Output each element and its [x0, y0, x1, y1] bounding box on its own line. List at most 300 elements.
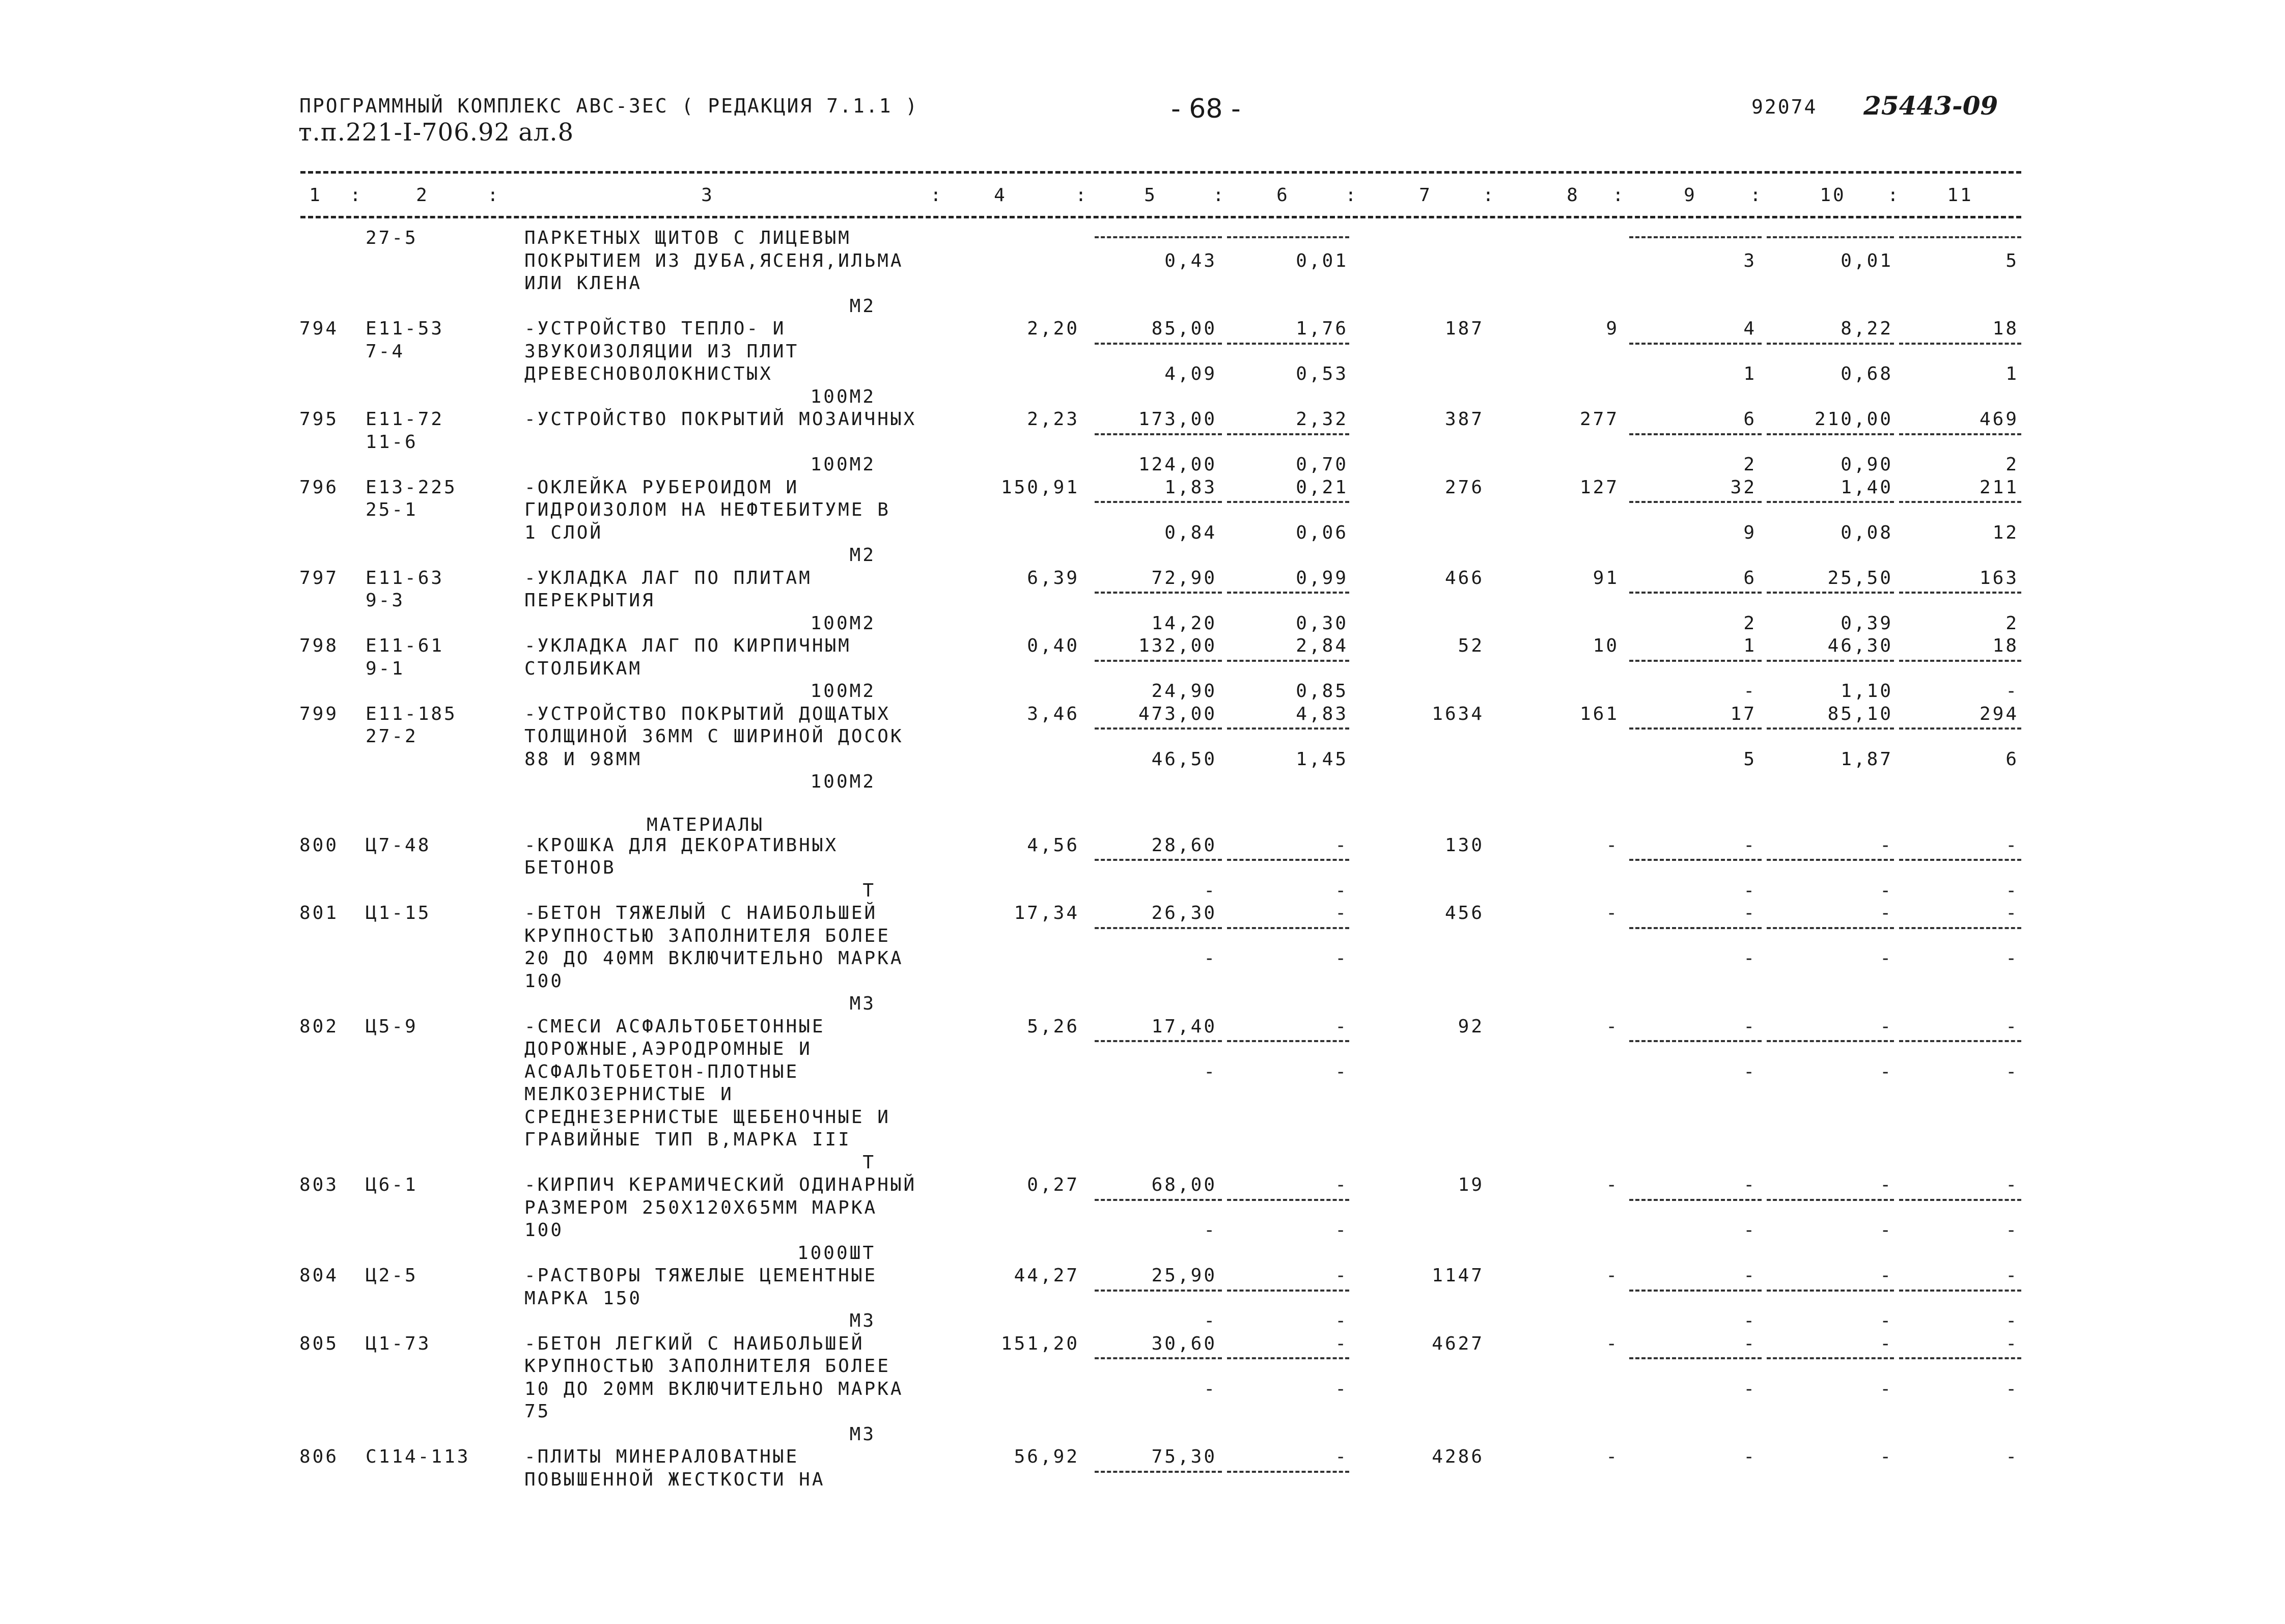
cell-separator — [1095, 1357, 1222, 1359]
cell-separator — [1095, 859, 1222, 861]
column-separator: : — [930, 185, 943, 206]
cell-c4: 2,23 — [1027, 409, 1079, 430]
cell-c8: 277 — [1579, 409, 1619, 430]
cell-c6: 0,99 — [1296, 567, 1348, 589]
cell-separator — [1899, 927, 2021, 929]
cell-c11-secondary: - — [2005, 880, 2019, 901]
cell-separator — [1095, 592, 1222, 594]
cell-separator — [1095, 660, 1222, 662]
row-code: Ц1-15 — [366, 903, 431, 924]
row-number: 800 — [299, 834, 339, 856]
cell-c11: 18 — [1992, 635, 2019, 656]
row-description: -УСТРОЙСТВО ПОКРЫТИЙ МОЗАИЧНЫХ — [524, 409, 917, 430]
cell-separator — [1629, 727, 1762, 730]
column-separator: : — [487, 185, 500, 206]
row-number: 796 — [299, 477, 339, 498]
cell-c11-secondary: 12 — [1992, 522, 2019, 543]
column-separator: : — [1612, 185, 1626, 206]
cell-c6-secondary: - — [1335, 1378, 1348, 1399]
row-description: -БЕТОН ТЯЖЕЛЫЙ С НАИБОЛЬШЕЙ — [524, 903, 878, 924]
row-description: ГРАВИЙНЫЕ ТИП В,МАРКА III — [524, 1129, 851, 1151]
cell-c10: 25,50 — [1827, 567, 1893, 589]
cell-c4: 151,20 — [1000, 1333, 1079, 1354]
cell-c11: - — [2005, 1446, 2019, 1468]
cell-c8: 9 — [1606, 318, 1619, 339]
cell-c7: 456 — [1444, 903, 1484, 924]
cell-c9-secondary: - — [1743, 1378, 1757, 1399]
row-code: 9-1 — [366, 658, 405, 679]
cell-c11: 18 — [1992, 318, 2019, 339]
row-description: ПАРКЕТНЫХ ЩИТОВ С ЛИЦЕВЫМ — [524, 228, 851, 248]
cell-c10: 8,22 — [1841, 318, 1893, 339]
cell-c7: 92 — [1458, 1016, 1484, 1037]
cell-c4: 2,20 — [1027, 318, 1079, 339]
cell-c8: - — [1606, 1333, 1619, 1354]
cell-c6-secondary: 0,53 — [1296, 363, 1348, 384]
cell-c6-secondary: 0,01 — [1296, 250, 1348, 271]
cell-c10-secondary: 0,01 — [1841, 250, 1893, 271]
cell-c10: 46,30 — [1827, 635, 1893, 656]
row-description: -ПЛИТЫ МИНЕРАЛОВАТНЫЕ — [524, 1446, 799, 1468]
cell-c10: 85,10 — [1827, 703, 1893, 724]
cell-c5: 1,83 — [1164, 477, 1217, 498]
cell-c10-secondary: 1,10 — [1841, 681, 1893, 702]
cell-separator — [1095, 927, 1222, 929]
row-description: -УКЛАДКА ЛАГ ПО ПЛИТАМ — [524, 567, 812, 589]
column-header-4: 4 — [994, 185, 1007, 206]
column-header-7: 7 — [1419, 185, 1432, 206]
cell-separator — [1767, 859, 1894, 861]
cell-c9-secondary: - — [1743, 1061, 1757, 1082]
row-unit: 100М2 — [810, 681, 876, 702]
cell-c6: 2,32 — [1296, 409, 1348, 430]
cell-separator — [1899, 592, 2021, 594]
row-description: БЕТОНОВ — [524, 857, 616, 879]
cell-separator — [1899, 433, 2021, 435]
row-number: 799 — [299, 703, 339, 724]
row-description: МАРКА 150 — [524, 1287, 643, 1309]
cell-separator — [1899, 1357, 2021, 1359]
cell-c6: - — [1335, 1446, 1348, 1468]
cell-c9: 32 — [1730, 477, 1757, 498]
row-description: 75 — [524, 1401, 551, 1422]
cell-c11: 294 — [1979, 703, 2019, 724]
cell-c11-secondary: - — [2005, 1061, 2019, 1082]
row-code: Ц2-5 — [366, 1265, 418, 1286]
cell-separator — [1899, 1040, 2021, 1042]
cell-separator — [1899, 1199, 2021, 1201]
cell-separator — [1227, 1357, 1349, 1359]
row-description: 1 СЛОЙ — [524, 522, 603, 543]
row-description: РАЗМЕРОМ 250Х120Х65ММ МАРКА — [524, 1197, 878, 1218]
cell-c11-secondary: 2 — [2005, 612, 2019, 634]
column-separator: : — [1483, 185, 1496, 206]
cell-c8: - — [1606, 1265, 1619, 1286]
row-unit: 100М2 — [810, 386, 876, 407]
cell-c5: 28,60 — [1151, 834, 1217, 856]
row-number: 794 — [299, 318, 339, 339]
cell-c4: 0,40 — [1027, 635, 1079, 656]
cell-c9-secondary: 3 — [1743, 250, 1757, 271]
column-separator: : — [1213, 185, 1226, 206]
column-separator: : — [1887, 185, 1901, 206]
cell-separator — [1899, 236, 2021, 238]
column-separator: : — [1075, 185, 1089, 206]
cell-c6: - — [1335, 834, 1348, 856]
cell-c5-secondary: - — [1204, 880, 1217, 901]
row-code: Ц5-9 — [366, 1016, 418, 1037]
row-code: Е13-225 — [366, 477, 457, 498]
cell-c4: 44,27 — [1014, 1265, 1079, 1286]
row-description: -УКЛАДКА ЛАГ ПО КИРПИЧНЫМ — [524, 635, 851, 656]
row-unit: Т — [862, 880, 876, 901]
cell-c8: - — [1606, 1174, 1619, 1196]
row-code: Ц6-1 — [366, 1174, 418, 1196]
cell-c9: 4 — [1743, 318, 1757, 339]
cell-c11: 469 — [1979, 409, 2019, 430]
cell-c10-secondary: 0,68 — [1841, 363, 1893, 384]
row-number: 802 — [299, 1016, 339, 1037]
cell-c9-secondary: - — [1743, 948, 1757, 969]
column-header-6: 6 — [1276, 185, 1290, 206]
row-description: ДОРОЖНЫЕ,АЭРОДРОМНЫЕ И — [524, 1039, 812, 1060]
cell-separator — [1227, 660, 1349, 662]
cell-c10: - — [1880, 1174, 1893, 1196]
document-number: 92074 — [1751, 96, 1818, 118]
cell-c10-secondary: 0,90 — [1841, 454, 1893, 475]
cell-c6-secondary: - — [1335, 1061, 1348, 1082]
cell-c4: 5,26 — [1027, 1016, 1079, 1037]
row-unit: М3 — [849, 1310, 876, 1332]
row-description: ЗВУКОИЗОЛЯЦИИ ИЗ ПЛИТ — [524, 341, 799, 362]
cell-separator — [1227, 859, 1349, 861]
cell-c9: 6 — [1743, 567, 1757, 589]
cell-c6-secondary: - — [1335, 1220, 1348, 1241]
row-description: ПОКРЫТИЕМ ИЗ ДУБА,ЯСЕНЯ,ИЛЬМА — [524, 250, 904, 271]
cell-c8: 127 — [1579, 477, 1619, 498]
section-heading: МАТЕРИАЛЫ — [647, 814, 765, 835]
row-description: АСФАЛЬТОБЕТОН-ПЛОТНЫЕ — [524, 1061, 799, 1082]
row-number: 804 — [299, 1265, 339, 1286]
column-separator: : — [1750, 185, 1763, 206]
cell-c7: 4286 — [1432, 1446, 1484, 1468]
cell-c8: 10 — [1593, 635, 1619, 656]
cell-c5-secondary: 0,84 — [1164, 522, 1217, 543]
cell-c11: - — [2005, 1333, 2019, 1354]
row-description: КРУПНОСТЬЮ ЗАПОЛНИТЕЛЯ БОЛЕЕ — [524, 925, 890, 946]
row-description: 100 — [524, 970, 564, 992]
page-number: - 68 - — [1171, 94, 1241, 124]
cell-c11: - — [2005, 903, 2019, 924]
column-header-2: 2 — [416, 185, 429, 206]
cell-c5-secondary: 0,43 — [1164, 250, 1217, 271]
cell-separator — [1767, 660, 1894, 662]
cell-c9: - — [1743, 1174, 1757, 1196]
cell-separator — [1227, 1290, 1349, 1292]
cell-c10-secondary: 1,87 — [1841, 748, 1893, 770]
cell-c6: 2,84 — [1296, 635, 1348, 656]
cell-c5-secondary: - — [1204, 948, 1217, 969]
cell-c10-secondary: - — [1880, 1310, 1893, 1332]
row-unit: Т — [862, 1152, 876, 1173]
row-description: КРУПНОСТЬЮ ЗАПОЛНИТЕЛЯ БОЛЕЕ — [524, 1356, 890, 1377]
row-description: -КИРПИЧ КЕРАМИЧЕСКИЙ ОДИНАРНЫЙ — [524, 1174, 917, 1196]
cell-separator — [1629, 1290, 1762, 1292]
cell-separator — [1227, 1471, 1349, 1473]
cell-c10-secondary: - — [1880, 880, 1893, 901]
cell-c5-secondary: - — [1204, 1378, 1217, 1399]
column-separator: : — [1345, 185, 1358, 206]
header-top-rule — [300, 171, 2021, 174]
row-code: Е11-61 — [366, 635, 444, 656]
row-description: СРЕДНЕЗЕРНИСТЫЕ ЩЕБЕНОЧНЫЕ И — [524, 1106, 890, 1128]
cell-c7: 1634 — [1432, 703, 1484, 724]
row-number: 806 — [299, 1446, 339, 1468]
row-code: 11-6 — [366, 431, 418, 453]
cell-c10: - — [1880, 834, 1893, 856]
row-description: 88 И 98ММ — [524, 748, 643, 770]
row-unit: М2 — [849, 295, 876, 317]
cell-c9: - — [1743, 1265, 1757, 1286]
cell-c6-secondary: - — [1335, 1310, 1348, 1332]
cell-c9: 1 — [1743, 635, 1757, 656]
cell-separator — [1899, 660, 2021, 662]
cell-c11-secondary: 1 — [2005, 363, 2019, 384]
row-description: ПЕРЕКРЫТИЯ — [524, 590, 655, 611]
cell-c5-secondary: 46,50 — [1151, 748, 1217, 770]
row-unit: М2 — [849, 545, 876, 566]
cell-c6: - — [1335, 903, 1348, 924]
cell-c10: - — [1880, 1333, 1893, 1354]
cell-separator — [1899, 1290, 2021, 1292]
cell-separator — [1227, 343, 1349, 345]
cell-c10-secondary: 0,08 — [1841, 522, 1893, 543]
cell-c4: 4,56 — [1027, 834, 1079, 856]
row-description: ИЛИ КЛЕНА — [524, 273, 643, 294]
cell-c8: - — [1606, 1016, 1619, 1037]
cell-separator — [1227, 501, 1349, 503]
project-code: т.п.221-I-706.92 ал.8 — [298, 118, 574, 147]
cell-c4: 56,92 — [1014, 1446, 1079, 1468]
cell-c8: - — [1606, 834, 1619, 856]
cell-c7: 187 — [1444, 318, 1484, 339]
cell-separator — [1227, 1199, 1349, 1201]
cell-c8: 91 — [1593, 567, 1619, 589]
cell-separator — [1899, 343, 2021, 345]
cell-c5: 17,40 — [1151, 1016, 1217, 1037]
cell-separator — [1227, 592, 1349, 594]
cell-c6: - — [1335, 1265, 1348, 1286]
cell-c6: - — [1335, 1016, 1348, 1037]
cell-separator — [1629, 236, 1762, 238]
cell-c9: - — [1743, 1333, 1757, 1354]
cell-separator — [1899, 501, 2021, 503]
cell-separator — [1095, 1471, 1222, 1473]
cell-c5-secondary: - — [1204, 1220, 1217, 1241]
cell-separator — [1629, 592, 1762, 594]
cell-c10: - — [1880, 1265, 1893, 1286]
cell-c5: 173,00 — [1138, 409, 1217, 430]
cell-c7: 4627 — [1432, 1333, 1484, 1354]
cell-c11: - — [2005, 1265, 2019, 1286]
cell-c9-secondary: 1 — [1743, 363, 1757, 384]
cell-c6-secondary: 0,70 — [1296, 454, 1348, 475]
column-header-3: 3 — [701, 185, 714, 206]
program-title: ПРОГРАММНЫЙ КОМПЛЕКС АВС-ЗЕС ( РЕДАКЦИЯ 7.1.1 ) — [299, 95, 919, 117]
row-code: 9-3 — [366, 590, 405, 611]
cell-c9-secondary: 5 — [1743, 748, 1757, 770]
column-header-1: 1 — [309, 185, 322, 206]
cell-c6-secondary: 1,45 — [1296, 748, 1348, 770]
cell-c6-secondary: 0,85 — [1296, 681, 1348, 702]
cell-c11-secondary: - — [2005, 681, 2019, 702]
cell-c9: 6 — [1743, 409, 1757, 430]
row-code: Е11-185 — [366, 703, 457, 724]
row-description: -РАСТВОРЫ ТЯЖЕЛЫЕ ЦЕМЕНТНЫЕ — [524, 1265, 878, 1286]
cell-separator — [1095, 236, 1222, 238]
cell-c11-secondary: 6 — [2005, 748, 2019, 770]
row-number: 798 — [299, 635, 339, 656]
cell-separator — [1227, 727, 1349, 730]
cell-separator — [1095, 1290, 1222, 1292]
cell-c10-secondary: - — [1880, 1220, 1893, 1241]
cell-c8: 161 — [1579, 703, 1619, 724]
row-description: 20 ДО 40ММ ВКЛЮЧИТЕЛЬНО МАРКА — [524, 948, 904, 969]
cell-separator — [1629, 433, 1762, 435]
cell-c6-secondary: 0,30 — [1296, 612, 1348, 634]
cell-c6-secondary: 0,06 — [1296, 522, 1348, 543]
row-code: С114-113 — [366, 1446, 470, 1468]
cell-separator — [1227, 236, 1349, 238]
cell-c9-secondary: 2 — [1743, 454, 1757, 475]
cell-c10: 210,00 — [1814, 409, 1893, 430]
row-code: 7-4 — [366, 341, 405, 362]
column-header-9: 9 — [1684, 185, 1697, 206]
cell-c7: 387 — [1444, 409, 1484, 430]
cell-separator — [1767, 343, 1894, 345]
cell-c7: 130 — [1444, 834, 1484, 856]
row-number: 801 — [299, 903, 339, 924]
cell-c5: 72,90 — [1151, 567, 1217, 589]
cell-c5: 68,00 — [1151, 1174, 1217, 1196]
row-description: -УСТРОЙСТВО ПОКРЫТИЙ ДОЩАТЫХ — [524, 703, 890, 724]
cell-c10: - — [1880, 1016, 1893, 1037]
cell-separator — [1227, 927, 1349, 929]
cell-separator — [1767, 501, 1894, 503]
row-code: 25-1 — [366, 499, 418, 520]
cell-c9: 17 — [1730, 703, 1757, 724]
cell-c7: 52 — [1458, 635, 1484, 656]
cell-c5-secondary: 24,90 — [1151, 681, 1217, 702]
cell-separator — [1767, 1040, 1894, 1042]
row-number: 803 — [299, 1174, 339, 1196]
cell-separator — [1899, 859, 2021, 861]
cell-c5: 85,00 — [1151, 318, 1217, 339]
row-description: 100 — [524, 1220, 564, 1241]
cell-separator — [1767, 433, 1894, 435]
cell-separator — [1095, 343, 1222, 345]
cell-separator — [1767, 1290, 1894, 1292]
row-unit: М3 — [849, 1423, 876, 1445]
cell-c5: 25,90 — [1151, 1265, 1217, 1286]
cell-c7: 466 — [1444, 567, 1484, 589]
cell-c6-secondary: - — [1335, 880, 1348, 901]
cell-separator — [1227, 433, 1349, 435]
row-description: -УСТРОЙСТВО ТЕПЛО- И — [524, 318, 786, 339]
cell-c5: 132,00 — [1138, 635, 1217, 656]
cell-c4: 6,39 — [1027, 567, 1079, 589]
column-header-5: 5 — [1144, 185, 1157, 206]
cell-c7: 1147 — [1432, 1265, 1484, 1286]
cell-c4: 17,34 — [1014, 903, 1079, 924]
cell-c11: 163 — [1979, 567, 2019, 589]
cell-c11-secondary: - — [2005, 1378, 2019, 1399]
header-bottom-rule — [300, 216, 2021, 218]
cell-separator — [1767, 236, 1894, 238]
cell-c11-secondary: - — [2005, 948, 2019, 969]
cell-c10: - — [1880, 1446, 1893, 1468]
cell-c5: 30,60 — [1151, 1333, 1217, 1354]
cell-c5-secondary: - — [1204, 1310, 1217, 1332]
row-unit: 100М2 — [810, 454, 876, 475]
row-description: ПОВЫШЕННОЙ ЖЕСТКОСТИ НА — [524, 1469, 825, 1490]
cell-c10: - — [1880, 903, 1893, 924]
cell-separator — [1629, 859, 1762, 861]
cell-c11: 211 — [1979, 477, 2019, 498]
row-code: 27-2 — [366, 726, 418, 747]
cell-c6: - — [1335, 1174, 1348, 1196]
cell-c5-secondary: - — [1204, 1061, 1217, 1082]
cell-c10: 1,40 — [1841, 477, 1893, 498]
cell-c11-secondary: - — [2005, 1220, 2019, 1241]
cell-c9-secondary: - — [1743, 1220, 1757, 1241]
cell-c5-secondary: 14,20 — [1151, 612, 1217, 634]
cell-c6: - — [1335, 1333, 1348, 1354]
cell-c6-secondary: - — [1335, 948, 1348, 969]
cell-c4: 150,91 — [1000, 477, 1079, 498]
cell-separator — [1629, 343, 1762, 345]
row-unit: 100М2 — [810, 771, 876, 792]
cell-separator — [1227, 1040, 1349, 1042]
row-description: МЕЛКОЗЕРНИСТЫЕ И — [524, 1084, 734, 1105]
cell-c10-secondary: - — [1880, 1378, 1893, 1399]
cell-c7: 19 — [1458, 1174, 1484, 1196]
cell-c9: - — [1743, 1446, 1757, 1468]
row-number: 797 — [299, 567, 339, 589]
cell-c6: 1,76 — [1296, 318, 1348, 339]
cell-separator — [1767, 727, 1894, 730]
cell-c10-secondary: 0,39 — [1841, 612, 1893, 634]
cell-c4: 3,46 — [1027, 703, 1079, 724]
column-header-8: 8 — [1567, 185, 1580, 206]
cell-c9: - — [1743, 903, 1757, 924]
handwritten-number: 25443-09 — [1863, 91, 1998, 121]
cell-c11: - — [2005, 1016, 2019, 1037]
cell-c5-secondary: 124,00 — [1138, 454, 1217, 475]
cell-c11-secondary: 5 — [2005, 250, 2019, 271]
cell-c8: - — [1606, 1446, 1619, 1468]
cell-c9-secondary: - — [1743, 1310, 1757, 1332]
row-code: Е11-72 — [366, 409, 444, 430]
row-number: 805 — [299, 1333, 339, 1354]
cell-c11-secondary: 2 — [2005, 454, 2019, 475]
cell-separator — [1095, 501, 1222, 503]
cell-separator — [1629, 1199, 1762, 1201]
cell-c5: 473,00 — [1138, 703, 1217, 724]
cell-separator — [1095, 727, 1222, 730]
row-code: Е11-63 — [366, 567, 444, 589]
column-separator: : — [350, 185, 363, 206]
